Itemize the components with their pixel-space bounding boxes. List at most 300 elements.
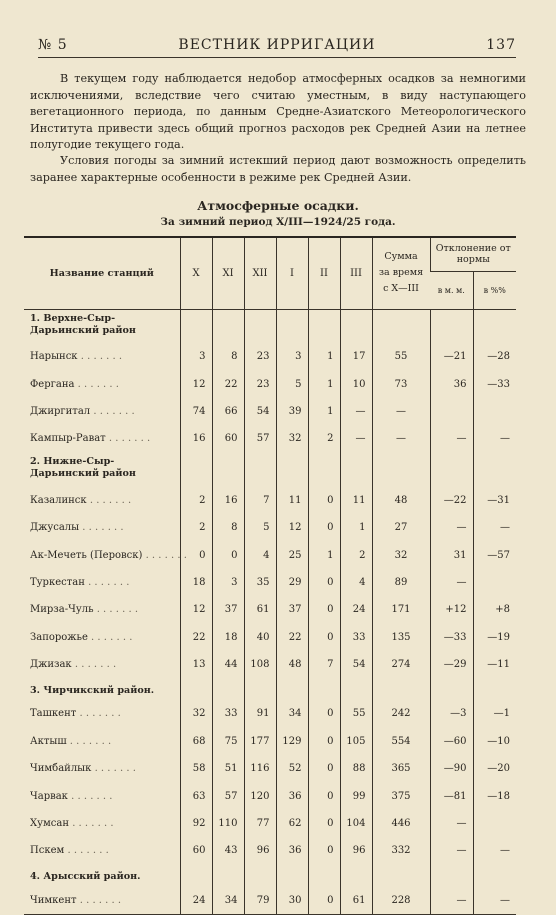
precip-iii-cell: 55 <box>340 700 372 727</box>
precip-xi-cell: 44 <box>212 651 244 678</box>
precip-xii-cell: 35 <box>244 569 276 596</box>
precip-i-cell: 32 <box>276 425 308 452</box>
empty-cell <box>180 865 212 887</box>
station-row <box>24 755 516 782</box>
station-name <box>24 487 180 514</box>
precip-xi-cell: 57 <box>212 782 244 809</box>
station-name-text: Хумсан <box>30 818 70 830</box>
precip-xii-cell: 61 <box>244 596 276 623</box>
precip-sum-cell: 171 <box>372 596 430 623</box>
station-row <box>24 837 516 864</box>
precip-x-cell: 12 <box>180 370 212 397</box>
precip-iii-cell: 105 <box>340 728 372 755</box>
empty-cell <box>340 309 372 343</box>
deviation-pct-cell: — <box>473 837 516 864</box>
precip-i-cell: 12 <box>276 514 308 541</box>
precip-iii-cell: — <box>340 398 372 425</box>
station-name <box>24 887 180 914</box>
precip-sum-cell: 55 <box>372 343 430 370</box>
precip-iii-cell: 2 <box>340 541 372 568</box>
precip-i-cell: 11 <box>276 487 308 514</box>
precip-ii-cell: 0 <box>308 700 340 727</box>
station-row <box>24 398 516 425</box>
deviation-pct-cell: — <box>473 514 516 541</box>
running-header <box>38 34 516 56</box>
precip-iii-cell: 24 <box>340 596 372 623</box>
empty-cell <box>308 453 340 487</box>
deviation-mm-cell <box>430 398 473 425</box>
precip-iii-cell: 1 <box>340 514 372 541</box>
deviation-pct-cell: +8 <box>473 596 516 623</box>
precip-ii-cell: 0 <box>308 837 340 864</box>
precip-xii-cell: 7 <box>244 487 276 514</box>
precip-xi-cell: 0 <box>212 541 244 568</box>
region-name: 1. Верхне-Сыр-Дарьинский район <box>30 312 136 336</box>
precip-x-cell: 2 <box>180 487 212 514</box>
precipitation-table-container <box>24 236 516 906</box>
station-row <box>24 541 516 568</box>
precip-x-cell: 60 <box>180 837 212 864</box>
station-name-text: Запорожье <box>30 631 88 643</box>
empty-cell <box>430 865 473 887</box>
precip-ii-cell: 0 <box>308 887 340 914</box>
precip-i-cell: 3 <box>276 343 308 370</box>
precip-ii-cell: 1 <box>308 398 340 425</box>
station-name-text: Фергана <box>30 378 75 390</box>
precip-i-cell: 25 <box>276 541 308 568</box>
station-name-text: Джиргитал <box>30 405 91 417</box>
precip-i-cell: 30 <box>276 887 308 914</box>
precip-sum-cell: 48 <box>372 487 430 514</box>
deviation-mm-cell: —60 <box>430 728 473 755</box>
station-name-text: Ак-Мечеть (Перовск) <box>30 549 143 561</box>
station-name <box>24 810 180 837</box>
empty-cell <box>180 309 212 343</box>
month-header: XII <box>244 237 276 309</box>
precip-xii-cell: 108 <box>244 651 276 678</box>
empty-cell <box>212 309 244 343</box>
empty-cell <box>340 453 372 487</box>
precip-xi-cell: 16 <box>212 487 244 514</box>
station-row <box>24 810 516 837</box>
station-name <box>24 343 180 370</box>
precip-i-cell: 5 <box>276 370 308 397</box>
precip-xii-cell: 120 <box>244 782 276 809</box>
dot-leader: . . . . . . . <box>105 433 151 445</box>
precip-i-cell: 29 <box>276 569 308 596</box>
station-name-text: Чимбайлык <box>30 763 92 775</box>
precip-sum-cell: — <box>372 398 430 425</box>
sum-header-line3: с X—III <box>383 283 419 295</box>
precip-xi-cell: 22 <box>212 370 244 397</box>
station-name <box>24 596 180 623</box>
empty-cell <box>212 865 244 887</box>
deviation-mm-cell: — <box>430 837 473 864</box>
station-name-text: Пскем <box>30 845 65 857</box>
precip-sum-cell: 274 <box>372 651 430 678</box>
deviation-mm-cell: —22 <box>430 487 473 514</box>
empty-cell <box>473 678 516 700</box>
precip-sum-cell: 32 <box>372 541 430 568</box>
precip-ii-cell: 7 <box>308 651 340 678</box>
empty-cell <box>473 309 516 343</box>
precip-xi-cell: 66 <box>212 398 244 425</box>
station-row <box>24 425 516 452</box>
dot-leader: . . . . . . . <box>74 378 119 390</box>
station-name <box>24 651 180 678</box>
table-head <box>24 237 516 309</box>
station-row <box>24 651 516 678</box>
precip-x-cell: 18 <box>180 569 212 596</box>
station-name-text: Чимкент <box>30 894 77 906</box>
precip-ii-cell: 0 <box>308 810 340 837</box>
precip-x-cell: 58 <box>180 755 212 782</box>
deviation-pct-cell: —10 <box>473 728 516 755</box>
deviation-mm-cell: — <box>430 425 473 452</box>
dot-leader: . . . . . . . <box>142 549 187 561</box>
empty-cell <box>180 678 212 700</box>
sum-header <box>372 237 430 309</box>
station-name <box>24 755 180 782</box>
header-rule <box>38 57 516 58</box>
station-row <box>24 782 516 809</box>
precip-xi-cell: 75 <box>212 728 244 755</box>
dot-leader: . . . . . . . <box>90 405 135 417</box>
dot-leader: . . . . . . . <box>76 708 121 720</box>
deviation-mm-cell: — <box>430 810 473 837</box>
empty-cell <box>276 453 308 487</box>
precip-sum-cell: — <box>372 425 430 452</box>
precip-xi-cell: 8 <box>212 514 244 541</box>
station-name-text: Чарвак <box>30 790 68 802</box>
station-row <box>24 569 516 596</box>
precip-sum-cell: 446 <box>372 810 430 837</box>
precip-xii-cell: 77 <box>244 810 276 837</box>
deviation-pct-cell <box>473 810 516 837</box>
deviation-pct-cell <box>473 569 516 596</box>
deviation-pct-cell: —18 <box>473 782 516 809</box>
table-body <box>24 309 516 914</box>
empty-cell <box>276 865 308 887</box>
precip-i-cell: 36 <box>276 782 308 809</box>
station-name-text: Кампыр-Рават <box>30 433 106 445</box>
precip-xi-cell: 33 <box>212 700 244 727</box>
precip-iii-cell: 10 <box>340 370 372 397</box>
precip-iii-cell: 99 <box>340 782 372 809</box>
paragraph-1: В текущем году наблюдается недобор атмосферных осадков за немногими исключениями, вследствие чего считаю уместным, в виду наступающего вегетационного периода, по данным Средне-Азиатского Метеорологического Института привести здесь общий прогноз расходов рек Средней Азии на летнее полугодие текущего года. <box>30 72 526 152</box>
empty-cell <box>244 865 276 887</box>
precip-x-cell: 24 <box>180 887 212 914</box>
precip-xii-cell: 23 <box>244 370 276 397</box>
deviation-mm-header: в м. м. <box>430 271 473 309</box>
station-name <box>24 370 180 397</box>
precip-sum-cell: 89 <box>372 569 430 596</box>
precip-ii-cell: 1 <box>308 370 340 397</box>
precip-xii-cell: 4 <box>244 541 276 568</box>
region-name: 2. Нижне-Сыр-Дарьинский район <box>30 455 136 479</box>
precip-x-cell: 92 <box>180 810 212 837</box>
precip-xi-cell: 37 <box>212 596 244 623</box>
precip-xii-cell: 40 <box>244 624 276 651</box>
precip-i-cell: 34 <box>276 700 308 727</box>
precip-i-cell: 52 <box>276 755 308 782</box>
station-row <box>24 624 516 651</box>
deviation-pct-cell: —28 <box>473 343 516 370</box>
precip-xii-cell: 5 <box>244 514 276 541</box>
precip-i-cell: 39 <box>276 398 308 425</box>
month-header: X <box>180 237 212 309</box>
dot-leader: . . . . . . . <box>86 494 132 506</box>
month-header: III <box>340 237 372 309</box>
paragraph-2: Условия погоды за зимний истекший период дают возможность определить заранее характерные особенности в режиме рек Средней Азии. <box>30 154 526 184</box>
empty-cell <box>308 678 340 700</box>
station-row <box>24 514 516 541</box>
precip-xii-cell: 79 <box>244 887 276 914</box>
station-row <box>24 596 516 623</box>
empty-cell <box>473 453 516 487</box>
station-name-text: Джизак <box>30 659 72 671</box>
table-subtitle: За зимний период X/III—1924/25 года. <box>160 216 396 228</box>
precip-sum-cell: 135 <box>372 624 430 651</box>
deviation-mm-cell: —3 <box>430 700 473 727</box>
precip-x-cell: 13 <box>180 651 212 678</box>
empty-cell <box>372 309 430 343</box>
dot-leader: . . . . . . . <box>71 659 117 671</box>
precip-i-cell: 129 <box>276 728 308 755</box>
empty-cell <box>340 678 372 700</box>
precip-xii-cell: 57 <box>244 425 276 452</box>
dot-leader: . . . . . . . <box>76 894 122 906</box>
precip-xi-cell: 51 <box>212 755 244 782</box>
empty-cell <box>244 309 276 343</box>
precip-xi-cell: 60 <box>212 425 244 452</box>
deviation-pct-cell: — <box>473 425 516 452</box>
station-name <box>24 700 180 727</box>
empty-cell <box>372 865 430 887</box>
precip-i-cell: 36 <box>276 837 308 864</box>
empty-cell <box>308 309 340 343</box>
month-header: XI <box>212 237 244 309</box>
dot-leader: . . . . . . . <box>87 631 133 643</box>
station-row <box>24 728 516 755</box>
station-name <box>24 425 180 452</box>
precip-iii-cell: 54 <box>340 651 372 678</box>
precip-ii-cell: 0 <box>308 487 340 514</box>
deviation-pct-cell: —11 <box>473 651 516 678</box>
table-title: Атмосферные осадки. <box>197 198 359 213</box>
deviation-pct-cell: —57 <box>473 541 516 568</box>
precip-xi-cell: 18 <box>212 624 244 651</box>
station-name-text: Казалинск <box>30 494 87 506</box>
dot-leader: . . . . . . . <box>69 818 114 830</box>
precip-sum-cell: 554 <box>372 728 430 755</box>
station-name <box>24 541 187 568</box>
deviation-mm-cell: 31 <box>430 541 473 568</box>
station-name <box>24 398 180 425</box>
dot-leader: . . . . . . . <box>84 576 130 588</box>
dot-leader: . . . . . . . <box>67 790 113 802</box>
precip-sum-cell: 375 <box>372 782 430 809</box>
precipitation-table <box>24 236 516 915</box>
empty-cell <box>244 453 276 487</box>
empty-cell <box>473 865 516 887</box>
precip-x-cell: 12 <box>180 596 212 623</box>
deviation-mm-cell: — <box>430 569 473 596</box>
precip-xi-cell: 8 <box>212 343 244 370</box>
precip-x-cell: 3 <box>180 343 212 370</box>
station-name <box>24 569 180 596</box>
precip-xii-cell: 54 <box>244 398 276 425</box>
page-number: 137 <box>486 37 516 53</box>
precip-xii-cell: 177 <box>244 728 276 755</box>
precip-sum-cell: 73 <box>372 370 430 397</box>
precip-xii-cell: 23 <box>244 343 276 370</box>
station-column-header: Название станций <box>24 237 180 309</box>
precip-iii-cell: — <box>340 425 372 452</box>
station-name <box>24 514 180 541</box>
station-name-text: Туркестан <box>30 576 85 588</box>
region-row <box>24 678 516 700</box>
station-name-text: Джусалы <box>30 522 80 534</box>
precip-ii-cell: 1 <box>308 541 340 568</box>
station-name <box>24 728 180 755</box>
precip-ii-cell: 0 <box>308 782 340 809</box>
precip-x-cell: 0 <box>180 541 212 568</box>
deviation-pct-cell: —1 <box>473 700 516 727</box>
precip-i-cell: 62 <box>276 810 308 837</box>
empty-cell <box>212 453 244 487</box>
deviation-pct-cell <box>473 398 516 425</box>
deviation-mm-cell: — <box>430 887 473 914</box>
empty-cell <box>430 453 473 487</box>
dot-leader: . . . . . . . <box>93 604 139 616</box>
precip-iii-cell: 88 <box>340 755 372 782</box>
region-name: 3. Чирчикский район. <box>30 684 155 696</box>
empty-cell <box>372 678 430 700</box>
station-name-text: Нарынск <box>30 351 78 363</box>
precip-sum-cell: 332 <box>372 837 430 864</box>
precip-iii-cell: 11 <box>340 487 372 514</box>
deviation-pct-cell: —19 <box>473 624 516 651</box>
deviation-mm-cell: —90 <box>430 755 473 782</box>
empty-cell <box>372 453 430 487</box>
precip-iii-cell: 96 <box>340 837 372 864</box>
precip-ii-cell: 0 <box>308 728 340 755</box>
empty-cell <box>212 678 244 700</box>
station-name <box>24 624 180 651</box>
station-row <box>24 887 516 914</box>
precip-i-cell: 22 <box>276 624 308 651</box>
deviation-mm-cell: —21 <box>430 343 473 370</box>
precip-x-cell: 22 <box>180 624 212 651</box>
sum-header-line2: за время <box>378 267 424 279</box>
precip-ii-cell: 0 <box>308 569 340 596</box>
station-name-text: Актыш <box>30 735 67 747</box>
station-name-text: Ташкент <box>30 708 77 720</box>
deviation-pct-cell: — <box>473 887 516 914</box>
precip-xii-cell: 91 <box>244 700 276 727</box>
deviation-pct-cell: —20 <box>473 755 516 782</box>
empty-cell <box>340 865 372 887</box>
precip-ii-cell: 0 <box>308 755 340 782</box>
precip-xi-cell: 110 <box>212 810 244 837</box>
deviation-mm-cell: —33 <box>430 624 473 651</box>
deviation-mm-cell: —81 <box>430 782 473 809</box>
precip-iii-cell: 17 <box>340 343 372 370</box>
empty-cell <box>180 453 212 487</box>
station-row <box>24 370 516 397</box>
month-header: II <box>308 237 340 309</box>
deviation-mm-cell: 36 <box>430 370 473 397</box>
precip-xi-cell: 43 <box>212 837 244 864</box>
deviation-mm-cell: — <box>430 514 473 541</box>
precip-iii-cell: 61 <box>340 887 372 914</box>
issue-number: № 5 <box>38 37 68 53</box>
precip-ii-cell: 0 <box>308 596 340 623</box>
empty-cell <box>276 678 308 700</box>
station-row <box>24 487 516 514</box>
precip-iii-cell: 4 <box>340 569 372 596</box>
empty-cell <box>276 309 308 343</box>
precip-x-cell: 74 <box>180 398 212 425</box>
precip-ii-cell: 1 <box>308 343 340 370</box>
precip-sum-cell: 365 <box>372 755 430 782</box>
deviation-header: Отклонение от нормы <box>430 237 516 271</box>
precip-iii-cell: 104 <box>340 810 372 837</box>
precip-xi-cell: 3 <box>212 569 244 596</box>
sum-header-line1: Сумма <box>384 251 418 263</box>
dot-leader: . . . . . . . <box>79 522 124 534</box>
journal-title: ВЕСТНИК ИРРИГАЦИИ <box>178 37 376 53</box>
station-name <box>24 837 180 864</box>
precip-sum-cell: 242 <box>372 700 430 727</box>
precip-i-cell: 37 <box>276 596 308 623</box>
dot-leader: . . . . . . . <box>91 763 136 775</box>
empty-cell <box>430 678 473 700</box>
deviation-pct-cell: —31 <box>473 487 516 514</box>
precip-i-cell: 48 <box>276 651 308 678</box>
precip-x-cell: 16 <box>180 425 212 452</box>
precip-x-cell: 2 <box>180 514 212 541</box>
dot-leader: . . . . . . . <box>66 735 112 747</box>
precip-x-cell: 68 <box>180 728 212 755</box>
precip-ii-cell: 0 <box>308 624 340 651</box>
precip-iii-cell: 33 <box>340 624 372 651</box>
station-name <box>24 782 180 809</box>
region-row <box>24 865 516 887</box>
month-header: I <box>276 237 308 309</box>
precip-xi-cell: 34 <box>212 887 244 914</box>
dot-leader: . . . . . . . <box>77 351 123 363</box>
region-row <box>24 453 516 487</box>
deviation-pct-header: в %% <box>473 271 516 309</box>
region-row <box>24 309 516 343</box>
precip-ii-cell: 0 <box>308 514 340 541</box>
deviation-pct-cell: —33 <box>473 370 516 397</box>
precip-sum-cell: 228 <box>372 887 430 914</box>
station-row <box>24 700 516 727</box>
empty-cell <box>308 865 340 887</box>
empty-cell <box>430 309 473 343</box>
deviation-mm-cell: +12 <box>430 596 473 623</box>
empty-cell <box>244 678 276 700</box>
station-name-text: Мирза-Чуль <box>30 604 94 616</box>
precip-xii-cell: 116 <box>244 755 276 782</box>
precip-x-cell: 63 <box>180 782 212 809</box>
precip-ii-cell: 2 <box>308 425 340 452</box>
precip-xii-cell: 96 <box>244 837 276 864</box>
precip-sum-cell: 27 <box>372 514 430 541</box>
